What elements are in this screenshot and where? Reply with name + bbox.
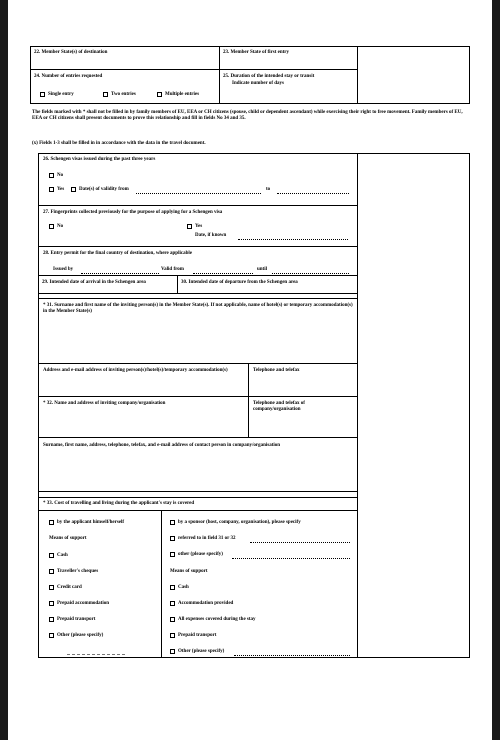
left-other-label: Other (please specify) bbox=[57, 633, 104, 638]
field-31-box[interactable] bbox=[38, 298, 358, 364]
referred-field-checkbox[interactable] bbox=[170, 536, 175, 541]
validity-dates-checkbox[interactable] bbox=[71, 187, 76, 192]
left-means-label: Means of support bbox=[49, 536, 87, 541]
field-22-box[interactable] bbox=[30, 46, 220, 70]
contact-person-label: Surname, first name, address, telephone, telefax, and e-mail address of contact person in company/organisation bbox=[43, 443, 281, 448]
right-prepaid-transport-checkbox[interactable] bbox=[170, 633, 175, 638]
field-25-label: 25. Duration of the intended stay or transit bbox=[223, 74, 315, 79]
right-other-line[interactable] bbox=[234, 654, 350, 656]
two-entries-checkbox[interactable] bbox=[103, 92, 108, 97]
issued-by-field[interactable] bbox=[81, 272, 159, 274]
issued-by-label: Issued by bbox=[53, 267, 74, 272]
validity-dates-label: Date(s) of validity from bbox=[79, 187, 129, 192]
schengen-yes-checkbox[interactable] bbox=[49, 187, 54, 192]
right-column-border bbox=[357, 153, 470, 658]
left-other-line[interactable] bbox=[67, 653, 125, 655]
until-field[interactable] bbox=[272, 272, 349, 274]
field-24-label: 24. Number of entries requested bbox=[34, 74, 103, 79]
valid-from-label: Valid from bbox=[161, 267, 184, 272]
credit-card-label: Credit card bbox=[57, 585, 82, 590]
field-24-box bbox=[30, 69, 220, 104]
left-prepaid-transport-label: Prepaid transport bbox=[57, 617, 96, 622]
right-cash-checkbox[interactable] bbox=[170, 585, 175, 590]
right-other-label: Other (please specify) bbox=[178, 649, 225, 654]
schengen-yes-label: Yes bbox=[57, 187, 65, 192]
sponsor-other-label: other (please specify) bbox=[178, 552, 223, 557]
right-other-checkbox[interactable] bbox=[170, 649, 175, 654]
field-31-label: * 31. Surname and first name of the inviting person(s) in the Member State(s). If not applicable, name of hotel(s) or temporary accommodation(s) in the Member State(s) bbox=[43, 303, 353, 314]
company-phone-box[interactable] bbox=[248, 396, 358, 438]
fingerprints-yes-label: Yes bbox=[195, 224, 203, 229]
field-26-label: 26. Schengen visas issued during the past three years bbox=[43, 157, 156, 162]
field-27-box bbox=[38, 205, 358, 247]
schengen-no-checkbox[interactable] bbox=[49, 173, 54, 178]
left-cash-label: Cash bbox=[57, 553, 68, 558]
fields-notice: (x) Fields 1-3 shall be filled in in accordance with the data in the travel document. bbox=[32, 141, 206, 146]
by-sponsor-label: by a sponsor (host, company, organisation), please specify bbox=[178, 520, 301, 525]
validity-to-field[interactable] bbox=[277, 192, 349, 194]
fingerprints-yes-checkbox[interactable] bbox=[187, 224, 192, 229]
by-sponsor-checkbox[interactable] bbox=[170, 520, 175, 525]
company-phone-label: Telephone and telefax of company/organisation bbox=[253, 401, 305, 412]
contact-person-box[interactable] bbox=[38, 437, 358, 492]
right-prepaid-transport-label: Prepaid transport bbox=[178, 633, 217, 638]
field-25-sublabel: Indicate number of days bbox=[232, 81, 284, 86]
field-27-label: 27. Fingerprints collected previously for the purpose of applying for a Schengen visa bbox=[43, 210, 223, 215]
inviting-address-box[interactable] bbox=[38, 363, 249, 397]
fingerprints-date-label: Date, if known bbox=[195, 233, 227, 238]
by-applicant-checkbox[interactable] bbox=[49, 520, 54, 525]
by-applicant-label: by the applicant himself/herself bbox=[57, 520, 125, 525]
field-29-box[interactable] bbox=[38, 275, 178, 294]
sponsor-other-checkbox[interactable] bbox=[170, 552, 175, 557]
all-expenses-checkbox[interactable] bbox=[170, 617, 175, 622]
until-label: until bbox=[257, 267, 268, 272]
left-prepaid-transport-checkbox[interactable] bbox=[49, 617, 54, 622]
inviting-phone-label: Telephone and telefax bbox=[253, 368, 300, 373]
credit-card-checkbox[interactable] bbox=[49, 585, 54, 590]
multiple-entries-label: Multiple entries bbox=[165, 92, 200, 97]
validity-to-label: to bbox=[266, 187, 271, 192]
side-column-box bbox=[357, 46, 470, 104]
field-33-label: * 33. Cost of travelling and living during the applicant's stay is covered bbox=[43, 501, 195, 506]
single-entry-checkbox[interactable] bbox=[40, 92, 45, 97]
accommodation-provided-label: Accommodation provided bbox=[178, 601, 234, 606]
field-23-label: 23. Member State of first entry bbox=[223, 50, 289, 55]
left-cash-checkbox[interactable] bbox=[49, 553, 54, 558]
two-entries-label: Two entries bbox=[111, 92, 136, 97]
referred-field-label: referred to in field 31 or 32 bbox=[178, 536, 236, 541]
fingerprints-date-field[interactable] bbox=[238, 238, 348, 240]
field-32-box[interactable] bbox=[38, 396, 249, 438]
family-members-notice: The fields marked with * shall not be filled in by family members of EU, EEA or CH citizens (spouse, child or dependent ascendant) while exercising their right to free movement. Family members of EU, EEA or CH citizens shall present documents to prove this relationship and fill in fields No 34 and 35. bbox=[32, 110, 463, 121]
valid-from-field[interactable] bbox=[193, 272, 253, 274]
field-26-box bbox=[38, 153, 358, 206]
fingerprints-no-checkbox[interactable] bbox=[49, 224, 54, 229]
accommodation-provided-checkbox[interactable] bbox=[170, 601, 175, 606]
right-cash-label: Cash bbox=[178, 585, 189, 590]
field-28-label: 28. Entry permit for the final country of destination, where applicable bbox=[43, 251, 192, 256]
form-page bbox=[8, 0, 492, 740]
single-entry-label: Single entry bbox=[48, 92, 74, 97]
field-25-box[interactable] bbox=[219, 69, 358, 104]
prepaid-accommodation-checkbox[interactable] bbox=[49, 601, 54, 606]
field-33-box bbox=[38, 497, 358, 511]
field-23-box[interactable] bbox=[219, 46, 358, 70]
multiple-entries-checkbox[interactable] bbox=[157, 92, 162, 97]
inviting-phone-box[interactable] bbox=[248, 363, 358, 397]
cost-left-box bbox=[38, 510, 162, 658]
field-29-label: 29. Intended date of arrival in the Schengen area bbox=[42, 280, 146, 285]
all-expenses-label: All expenses covered during the stay bbox=[178, 617, 256, 622]
right-means-label: Means of support bbox=[170, 569, 208, 574]
schengen-no-label: No bbox=[57, 173, 64, 178]
field-28-box bbox=[38, 246, 358, 276]
travellers-cheques-checkbox[interactable] bbox=[49, 569, 54, 574]
field-30-label: 30. Intended date of departure from the Schengen area bbox=[181, 280, 298, 285]
left-other-checkbox[interactable] bbox=[49, 633, 54, 638]
inviting-address-label: Address and e-mail address of inviting person(s)/hotel(s)/temporary accommodation(s) bbox=[43, 368, 228, 373]
sponsor-other-line[interactable] bbox=[232, 557, 350, 559]
cost-right-box bbox=[161, 510, 358, 658]
fingerprints-no-label: No bbox=[57, 224, 64, 229]
field-30-box[interactable] bbox=[177, 275, 358, 294]
referred-field-line[interactable] bbox=[250, 541, 350, 543]
prepaid-accommodation-label: Prepaid accommodation bbox=[57, 601, 109, 606]
validity-from-field[interactable] bbox=[136, 192, 261, 194]
field-32-label: * 32. Name and address of inviting company/organisation bbox=[43, 401, 166, 406]
field-22-label: 22. Member State(s) of destination bbox=[34, 50, 108, 55]
travellers-cheques-label: Traveller's cheques bbox=[57, 569, 99, 574]
